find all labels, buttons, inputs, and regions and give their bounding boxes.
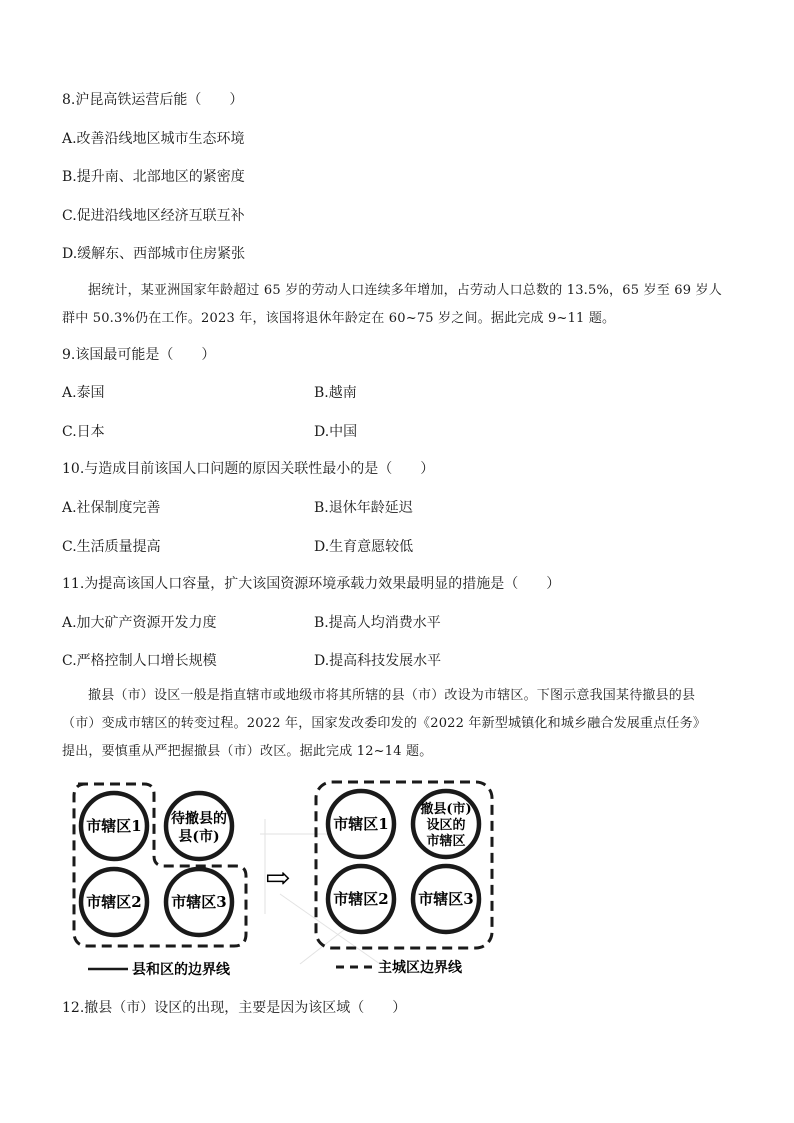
q9-option-b: B.越南 (314, 385, 357, 401)
passage-12-14-line: 提出，要慎重从严把握撤县（市）改区。据此完成 12~14 题。 (62, 744, 433, 759)
right-label-new-district-line2: 设区的 (426, 818, 466, 833)
q10-option-c: C.生活质量提高 (62, 539, 161, 555)
left-label-district-2: 市辖区2 (86, 893, 142, 911)
left-label-county-line2: 县(市) (178, 829, 220, 845)
passage-9-11-line: 群中 50.3%仍在工作。2023 年，该国将退休年龄定在 60~75 岁之间。据此完成 9~11 题。 (62, 311, 616, 326)
passage-9-11 (62, 277, 738, 333)
q10-option-b: B.退休年龄延迟 (314, 500, 413, 516)
passage-12-14 (62, 682, 738, 766)
q8-option-a: A.改善沿线地区城市生态环境 (62, 131, 245, 147)
right-label-district-1: 市辖区1 (333, 815, 389, 833)
passage-12-14-line: 撤县（市）设区一般是指直辖市或地级市将其所辖的县（市）改设为市辖区。下图示意我国某待撤县的县 (88, 688, 696, 703)
q8-option-b: B.提升南、北部地区的紧密度 (62, 169, 245, 185)
passage-12-14-line: （市）变成市辖区的转变过程。2022 年，国家发改委印发的《2022 年新型城镇化和城乡融合发展重点任务》 (62, 716, 707, 731)
legend-solid-label: 县和区的边界线 (132, 962, 230, 978)
q8-option-d: D.缓解东、西部城市住房紧张 (62, 246, 246, 262)
q10-stem: 10.与造成目前该国人口问题的原因关联性最小的是（ ） (62, 461, 435, 477)
left-label-district-3: 市辖区3 (171, 893, 227, 911)
left-label-district-1: 市辖区1 (86, 817, 142, 835)
q11-option-d: D.提高科技发展水平 (314, 653, 442, 669)
q12-stem: 12.撤县（市）设区的出现，主要是因为该区域（ ） (62, 1000, 407, 1016)
q11-option-c: C.严格控制人口增长规模 (62, 653, 217, 669)
q11-option-a: A.加大矿产资源开发力度 (62, 615, 217, 631)
q11-option-b: B.提高人均消费水平 (314, 615, 441, 631)
q9-stem: 9.该国最可能是（ ） (62, 347, 216, 363)
right-label-new-district-line1: 撤县(市) (420, 802, 472, 817)
q10-option-a: A.社保制度完善 (62, 500, 161, 516)
right-label-new-district-line3: 市辖区 (426, 834, 466, 849)
district-conversion-diagram (60, 774, 506, 980)
q9-option-c: C.日本 (62, 424, 105, 440)
legend-dashed-label: 主城区边界线 (378, 960, 462, 976)
q8-stem: 8.沪昆高铁运营后能（ ） (62, 92, 244, 108)
q9-option-a: A.泰国 (62, 385, 105, 401)
q11-stem: 11.为提高该国人口容量，扩大该国资源环境承载力效果最明显的措施是（ ） (62, 576, 561, 592)
q9-option-d: D.中国 (314, 424, 358, 440)
right-label-district-3: 市辖区3 (418, 890, 474, 908)
q10-option-d: D.生育意愿较低 (314, 539, 414, 555)
q8-option-c: C.促进沿线地区经济互联互补 (62, 208, 245, 224)
transform-arrow-icon: ⇨ (265, 861, 291, 896)
left-label-county-line1: 待撤县的 (171, 811, 227, 827)
passage-9-11-line: 据统计，某亚洲国家年龄超过 65 岁的劳动人口连续多年增加，占劳动人口总数的 13.5%，65 岁至 69 岁人 (88, 283, 722, 298)
right-label-district-2: 市辖区2 (333, 890, 389, 908)
